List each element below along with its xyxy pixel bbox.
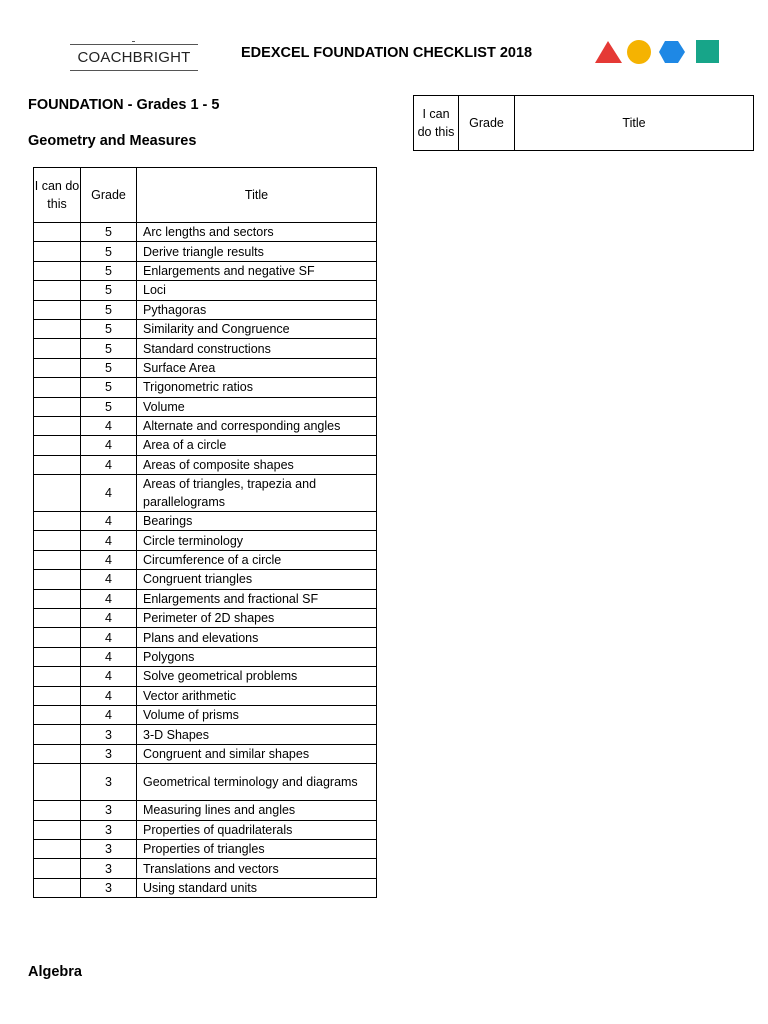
grade-cell: 3 bbox=[81, 744, 137, 763]
grade-cell: 3 bbox=[81, 764, 137, 801]
can-do-checkbox-cell[interactable] bbox=[34, 859, 81, 878]
table-row bbox=[34, 878, 377, 897]
topic-title-cell: Areas of composite shapes bbox=[137, 455, 377, 474]
header-can-do: I can do this bbox=[414, 96, 459, 151]
square-icon bbox=[696, 40, 719, 63]
triangle-icon bbox=[595, 41, 622, 63]
table-row bbox=[34, 550, 377, 569]
grade-cell: 5 bbox=[81, 242, 137, 261]
topic-title-cell: Polygons bbox=[137, 647, 377, 666]
grade-cell: 4 bbox=[81, 667, 137, 686]
can-do-checkbox-cell[interactable] bbox=[34, 550, 81, 569]
table-row bbox=[34, 475, 377, 512]
table-row bbox=[34, 628, 377, 647]
can-do-checkbox-cell[interactable] bbox=[34, 725, 81, 744]
table-row bbox=[34, 358, 377, 377]
table-row bbox=[34, 242, 377, 261]
grade-cell: 5 bbox=[81, 378, 137, 397]
topic-title-cell: Solve geometrical problems bbox=[137, 667, 377, 686]
topic-title-cell: Properties of triangles bbox=[137, 839, 377, 858]
table-row bbox=[34, 764, 377, 801]
header-title: Title bbox=[515, 96, 754, 151]
algebra-checklist-table bbox=[413, 95, 754, 151]
grade-cell: 4 bbox=[81, 455, 137, 474]
grade-cell: 4 bbox=[81, 609, 137, 628]
table-row bbox=[34, 589, 377, 608]
grade-cell: 5 bbox=[81, 281, 137, 300]
table-row bbox=[34, 397, 377, 416]
topic-title-cell: Measuring lines and angles bbox=[137, 801, 377, 820]
grade-cell: 3 bbox=[81, 859, 137, 878]
grade-cell: 4 bbox=[81, 628, 137, 647]
can-do-checkbox-cell[interactable] bbox=[34, 281, 81, 300]
table-row bbox=[34, 455, 377, 474]
grade-cell: 3 bbox=[81, 801, 137, 820]
topic-title-cell: Derive triangle results bbox=[137, 242, 377, 261]
grade-cell: 3 bbox=[81, 725, 137, 744]
topic-title-cell: Volume of prisms bbox=[137, 705, 377, 724]
header-grade: Grade bbox=[459, 96, 515, 151]
grade-cell: 5 bbox=[81, 223, 137, 242]
grade-cell: 4 bbox=[81, 686, 137, 705]
table-row bbox=[34, 744, 377, 763]
grade-cell: 4 bbox=[81, 436, 137, 455]
can-do-checkbox-cell[interactable] bbox=[34, 667, 81, 686]
can-do-checkbox-cell[interactable] bbox=[34, 839, 81, 858]
topic-title-cell: Alternate and corresponding angles bbox=[137, 416, 377, 435]
grade-cell: 4 bbox=[81, 416, 137, 435]
table-row bbox=[34, 378, 377, 397]
table-row bbox=[34, 339, 377, 358]
document-title: EDEXCEL FOUNDATION CHECKLIST 2018 bbox=[241, 45, 533, 61]
topic-title-cell: Vector arithmetic bbox=[137, 686, 377, 705]
can-do-checkbox-cell[interactable] bbox=[34, 744, 81, 763]
can-do-checkbox-cell[interactable] bbox=[34, 647, 81, 666]
can-do-checkbox-cell[interactable] bbox=[34, 436, 81, 455]
topic-title-cell: Using standard units bbox=[137, 878, 377, 897]
topic-title-cell: Trigonometric ratios bbox=[137, 378, 377, 397]
topic-title-cell: Congruent and similar shapes bbox=[137, 744, 377, 763]
topic-title-cell: 3-D Shapes bbox=[137, 725, 377, 744]
can-do-checkbox-cell[interactable] bbox=[34, 589, 81, 608]
table-row bbox=[34, 261, 377, 280]
table-header-row bbox=[34, 168, 377, 223]
can-do-checkbox-cell[interactable] bbox=[34, 261, 81, 280]
grade-cell: 3 bbox=[81, 839, 137, 858]
can-do-checkbox-cell[interactable] bbox=[34, 319, 81, 338]
can-do-checkbox-cell[interactable] bbox=[34, 378, 81, 397]
table-row bbox=[34, 609, 377, 628]
can-do-checkbox-cell[interactable] bbox=[34, 820, 81, 839]
topic-title-cell: Similarity and Congruence bbox=[137, 319, 377, 338]
table-row bbox=[34, 570, 377, 589]
topic-title-cell: Geometrical terminology and diagrams bbox=[137, 764, 377, 801]
can-do-checkbox-cell[interactable] bbox=[34, 397, 81, 416]
table-row bbox=[34, 512, 377, 531]
grade-cell: 4 bbox=[81, 705, 137, 724]
brand-shapes bbox=[592, 38, 722, 66]
header-can-do: I can do this bbox=[34, 168, 81, 223]
can-do-checkbox-cell[interactable] bbox=[34, 531, 81, 550]
section-title-geometry: Geometry and Measures bbox=[28, 133, 197, 149]
grade-cell: 5 bbox=[81, 319, 137, 338]
topic-title-cell: Enlargements and fractional SF bbox=[137, 589, 377, 608]
can-do-checkbox-cell[interactable] bbox=[34, 242, 81, 261]
topic-title-cell: Volume bbox=[137, 397, 377, 416]
grade-cell: 4 bbox=[81, 512, 137, 531]
topic-title-cell: Plans and elevations bbox=[137, 628, 377, 647]
table-row bbox=[34, 281, 377, 300]
grade-cell: 3 bbox=[81, 878, 137, 897]
table-row bbox=[34, 859, 377, 878]
topic-title-cell: Area of a circle bbox=[137, 436, 377, 455]
can-do-checkbox-cell[interactable] bbox=[34, 801, 81, 820]
grade-cell: 4 bbox=[81, 647, 137, 666]
logo-top-rule bbox=[70, 44, 198, 45]
header-grade: Grade bbox=[81, 168, 137, 223]
logo-tick-mark bbox=[132, 41, 135, 42]
table-row bbox=[34, 686, 377, 705]
can-do-checkbox-cell[interactable] bbox=[34, 339, 81, 358]
table-row bbox=[34, 416, 377, 435]
topic-title-cell: Pythagoras bbox=[137, 300, 377, 319]
grade-cell: 5 bbox=[81, 261, 137, 280]
topic-title-cell: Bearings bbox=[137, 512, 377, 531]
can-do-checkbox-cell[interactable] bbox=[34, 300, 81, 319]
logo-bottom-rule bbox=[70, 70, 198, 71]
grades-subtitle: FOUNDATION - Grades 1 - 5 bbox=[28, 97, 220, 113]
table-row bbox=[34, 647, 377, 666]
can-do-checkbox-cell[interactable] bbox=[34, 628, 81, 647]
geometry-rows bbox=[34, 223, 377, 898]
logo-text: COACHBRIGHT bbox=[77, 49, 191, 66]
grade-cell: 4 bbox=[81, 589, 137, 608]
can-do-checkbox-cell[interactable] bbox=[34, 705, 81, 724]
topic-title-cell: Enlargements and negative SF bbox=[137, 261, 377, 280]
circle-icon bbox=[627, 40, 651, 64]
coachbright-logo bbox=[70, 44, 198, 72]
table-row bbox=[34, 705, 377, 724]
grade-cell: 4 bbox=[81, 570, 137, 589]
grade-cell: 4 bbox=[81, 475, 137, 512]
can-do-checkbox-cell[interactable] bbox=[34, 475, 81, 512]
can-do-checkbox-cell[interactable] bbox=[34, 609, 81, 628]
table-row bbox=[34, 436, 377, 455]
header-title: Title bbox=[137, 168, 377, 223]
topic-title-cell: Perimeter of 2D shapes bbox=[137, 609, 377, 628]
topic-title-cell: Arc lengths and sectors bbox=[137, 223, 377, 242]
grade-cell: 3 bbox=[81, 820, 137, 839]
topic-title-cell: Circumference of a circle bbox=[137, 550, 377, 569]
table-row bbox=[34, 839, 377, 858]
grade-cell: 5 bbox=[81, 397, 137, 416]
table-header-row bbox=[414, 96, 754, 151]
table-row bbox=[34, 801, 377, 820]
grade-cell: 4 bbox=[81, 531, 137, 550]
section-title-algebra: Algebra bbox=[28, 964, 82, 980]
grade-cell: 4 bbox=[81, 550, 137, 569]
table-row bbox=[34, 300, 377, 319]
topic-title-cell: Properties of quadrilaterals bbox=[137, 820, 377, 839]
topic-title-cell: Congruent triangles bbox=[137, 570, 377, 589]
can-do-checkbox-cell[interactable] bbox=[34, 512, 81, 531]
can-do-checkbox-cell[interactable] bbox=[34, 358, 81, 377]
topic-title-cell: Loci bbox=[137, 281, 377, 300]
topic-title-cell: Standard constructions bbox=[137, 339, 377, 358]
table-row bbox=[34, 223, 377, 242]
can-do-checkbox-cell[interactable] bbox=[34, 223, 81, 242]
can-do-checkbox-cell[interactable] bbox=[34, 878, 81, 897]
can-do-checkbox-cell[interactable] bbox=[34, 455, 81, 474]
grade-cell: 5 bbox=[81, 358, 137, 377]
table-row bbox=[34, 531, 377, 550]
table-row bbox=[34, 667, 377, 686]
can-do-checkbox-cell[interactable] bbox=[34, 416, 81, 435]
grade-cell: 5 bbox=[81, 300, 137, 319]
table-row bbox=[34, 820, 377, 839]
topic-title-cell: Translations and vectors bbox=[137, 859, 377, 878]
hexagon-icon bbox=[659, 41, 685, 63]
topic-title-cell: Areas of triangles, trapezia and parallelograms bbox=[137, 475, 377, 512]
can-do-checkbox-cell[interactable] bbox=[34, 686, 81, 705]
grade-cell: 5 bbox=[81, 339, 137, 358]
table-row bbox=[34, 725, 377, 744]
topic-title-cell: Circle terminology bbox=[137, 531, 377, 550]
table-row bbox=[34, 319, 377, 338]
topic-title-cell: Surface Area bbox=[137, 358, 377, 377]
geometry-checklist-table bbox=[33, 167, 377, 898]
can-do-checkbox-cell[interactable] bbox=[34, 764, 81, 801]
can-do-checkbox-cell[interactable] bbox=[34, 570, 81, 589]
